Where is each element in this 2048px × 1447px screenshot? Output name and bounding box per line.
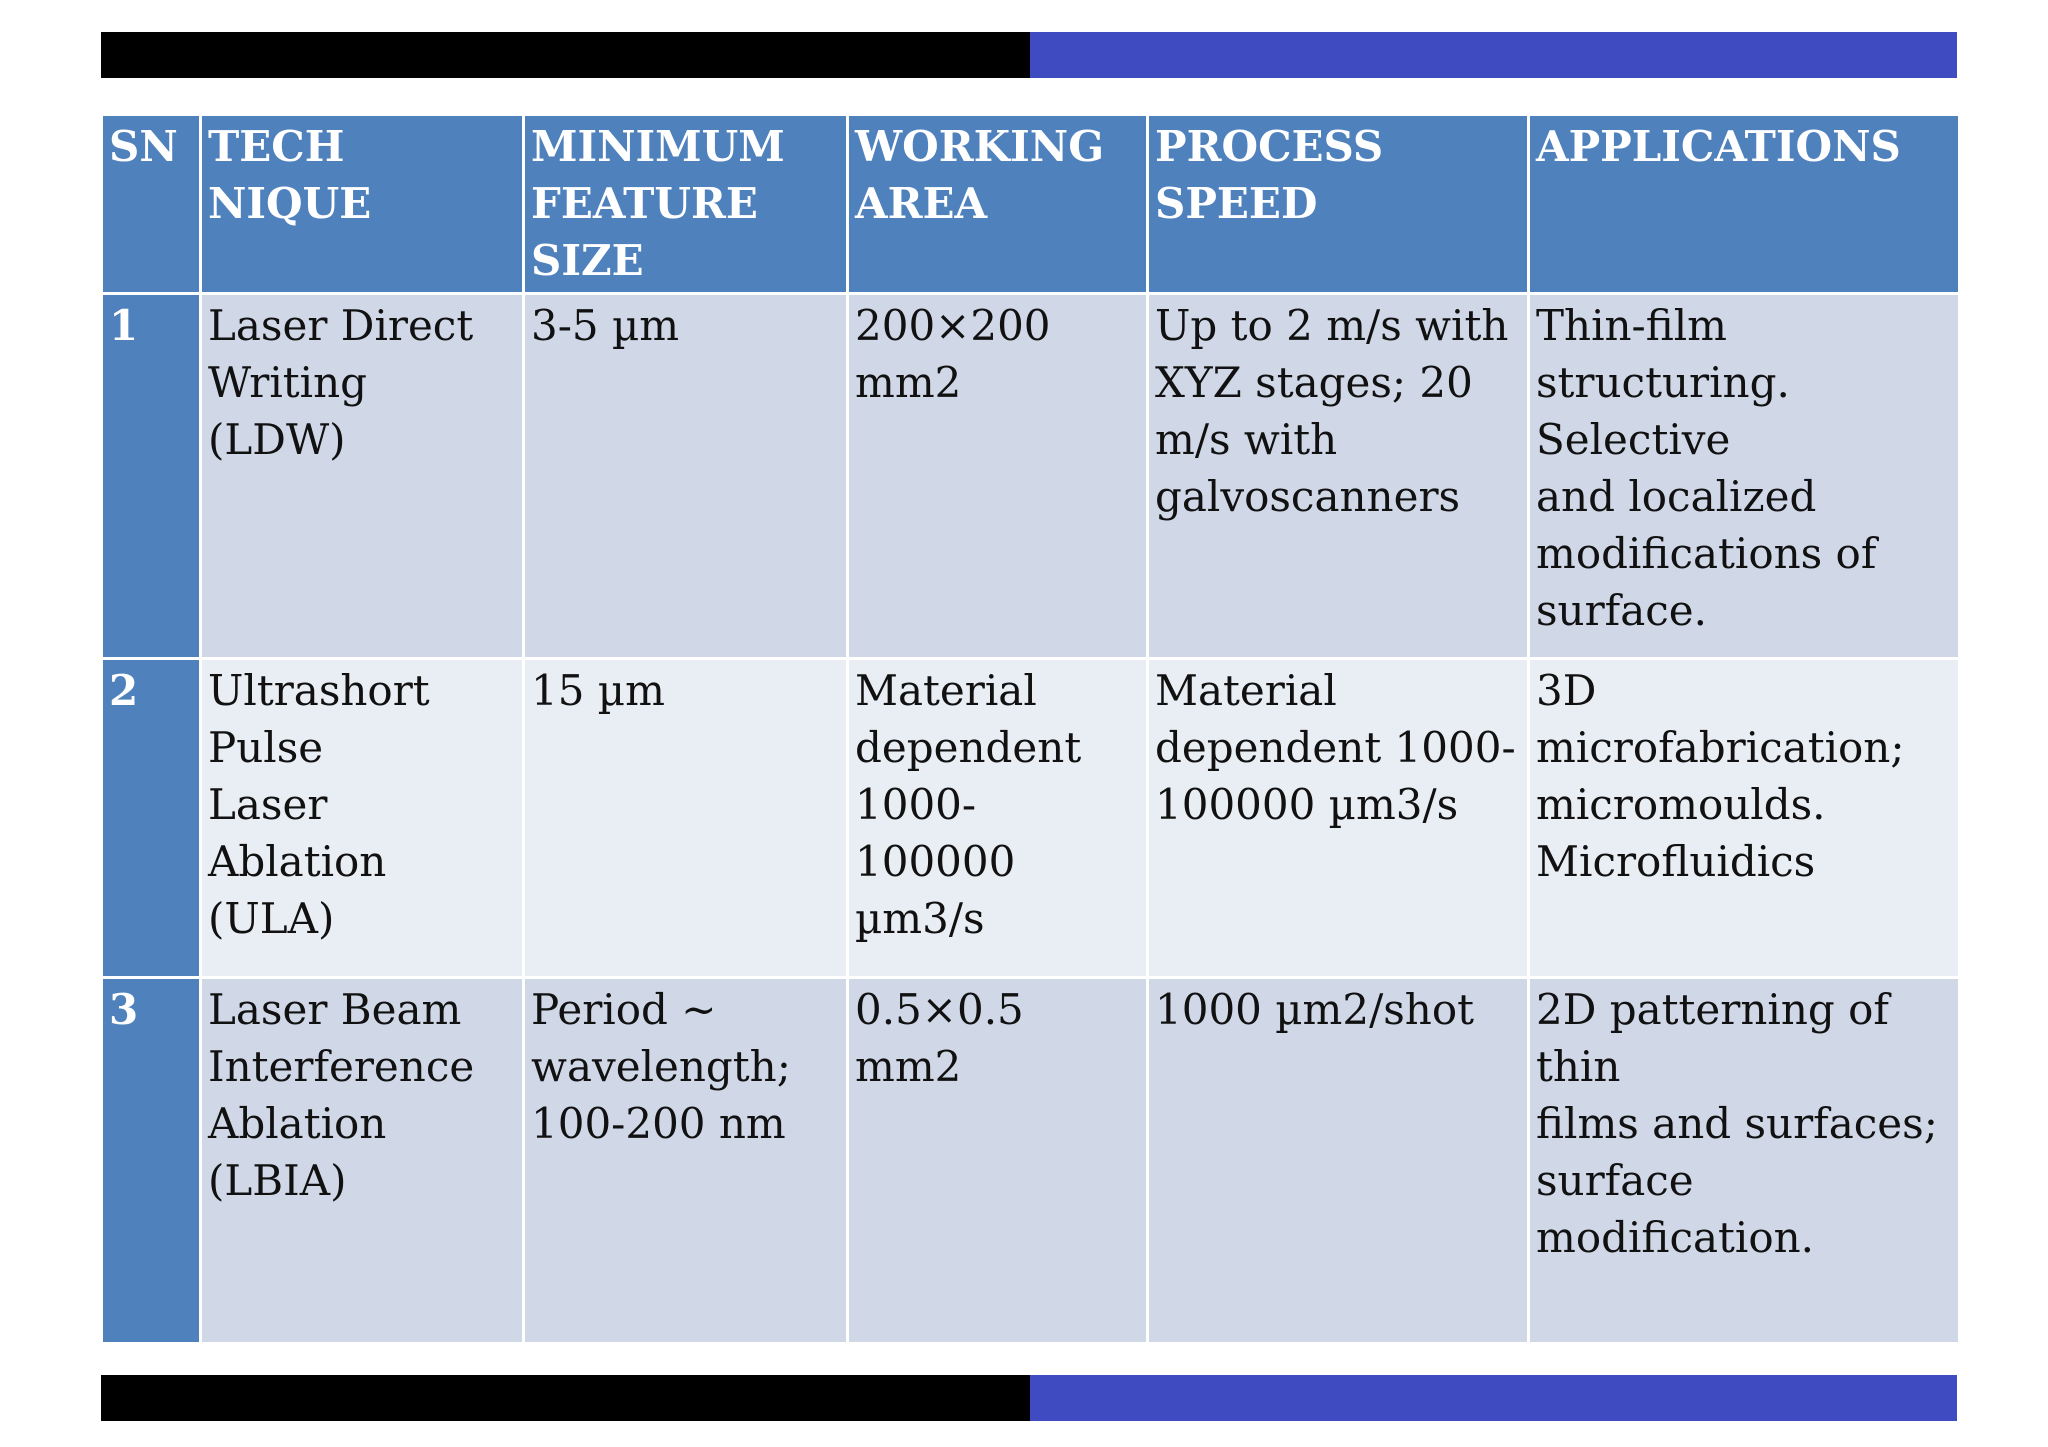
- sn-text: 2: [109, 666, 139, 715]
- cell-applications: [1529, 294, 1960, 659]
- table-row: [102, 978, 1960, 1344]
- cell-line: wavelength;: [531, 1042, 791, 1091]
- cell-line: micromoulds.: [1536, 780, 1826, 829]
- cell-working-area: [848, 294, 1148, 659]
- cell-line: Laser Beam: [208, 985, 462, 1034]
- cell-line: 3-5 µm: [531, 301, 680, 350]
- cell-line: Laser Ablation: [208, 780, 387, 886]
- cell-line: 100000 µm3/s: [1155, 780, 1459, 829]
- cell-line: Ultrashort: [208, 666, 430, 715]
- header-sn-text: SN: [109, 122, 178, 171]
- header-applications: [1529, 115, 1960, 294]
- cell-line: Period ~: [531, 985, 717, 1034]
- cell-sn: [102, 978, 201, 1344]
- sn-text: 3: [109, 985, 139, 1034]
- cell-technique: [201, 978, 524, 1344]
- cell-technique: [201, 659, 524, 978]
- cell-process-speed: [1148, 659, 1529, 978]
- cell-line: 1000-: [855, 780, 977, 829]
- cell-line: 100-200 nm: [531, 1099, 786, 1148]
- header-line: FEATURE: [531, 179, 758, 228]
- bottom-bar-black-segment: [101, 1375, 1030, 1421]
- cell-line: Laser Direct: [208, 301, 474, 350]
- cell-line: Writing (LDW): [208, 358, 368, 464]
- cell-line: Ablation: [208, 1099, 387, 1148]
- cell-line: Pulse: [208, 723, 324, 772]
- cell-working-area: [848, 978, 1148, 1344]
- cell-line: 15 µm: [531, 666, 665, 715]
- header-sn: [102, 115, 201, 294]
- cell-sn: [102, 659, 201, 978]
- cell-process-speed: [1148, 978, 1529, 1344]
- cell-process-speed: [1148, 294, 1529, 659]
- cell-line: 200×200: [855, 301, 1051, 350]
- cell-line: 1000 µm2/shot: [1155, 985, 1474, 1034]
- sn-text: 1: [109, 301, 139, 350]
- cell-line: (ULA): [208, 894, 335, 943]
- cell-min-feature: [524, 294, 848, 659]
- cell-line: Interference: [208, 1042, 475, 1091]
- cell-line: 100000 µm3/s: [855, 837, 1016, 943]
- cell-line: Up to 2 m/s with: [1155, 301, 1509, 350]
- cell-line: dependent: [855, 723, 1082, 772]
- header-line: AREA: [855, 179, 988, 228]
- top-bar-black-segment: [101, 32, 1030, 78]
- cell-line: 0.5×0.5 mm2: [855, 985, 1024, 1091]
- header-line: NIQUE: [208, 179, 372, 228]
- cell-line: and localized: [1536, 472, 1817, 521]
- cell-applications: [1529, 659, 1960, 978]
- cell-sn: [102, 294, 201, 659]
- cell-min-feature: [524, 659, 848, 978]
- header-line: PROCESS SPEED: [1155, 122, 1384, 228]
- cell-line: modification.: [1536, 1213, 1815, 1262]
- laser-techniques-table: [100, 113, 1961, 1345]
- cell-line: XYZ stages; 20: [1155, 358, 1473, 407]
- cell-line: modifications of: [1536, 529, 1877, 578]
- cell-line: 3D microfabrication;: [1536, 666, 1905, 772]
- top-bar-blue-segment: [1030, 32, 1957, 78]
- bottom-decor-bar: [101, 1375, 1957, 1421]
- cell-applications: [1529, 978, 1960, 1344]
- header-technique: [201, 115, 524, 294]
- cell-line: Microfluidics: [1536, 837, 1816, 886]
- cell-line: Thin-film: [1536, 301, 1728, 350]
- cell-line: surface: [1536, 1156, 1694, 1205]
- cell-line: Material: [855, 666, 1037, 715]
- table-header-row: [102, 115, 1960, 294]
- cell-min-feature: [524, 978, 848, 1344]
- cell-line: dependent 1000-: [1155, 723, 1516, 772]
- cell-line: m/s with: [1155, 415, 1338, 464]
- cell-working-area: [848, 659, 1148, 978]
- cell-line: films and surfaces;: [1536, 1099, 1938, 1148]
- header-line: SIZE: [531, 236, 644, 285]
- header-line: TECH: [208, 122, 345, 171]
- header-process-speed: [1148, 115, 1529, 294]
- header-working-area: [848, 115, 1148, 294]
- top-decor-bar: [101, 32, 1957, 78]
- cell-technique: [201, 294, 524, 659]
- header-line: WORKING: [855, 122, 1105, 171]
- cell-line: surface.: [1536, 586, 1707, 635]
- cell-line: 2D patterning of thin: [1536, 985, 1889, 1091]
- bottom-bar-blue-segment: [1030, 1375, 1957, 1421]
- header-line: APPLICATIONS: [1536, 122, 1901, 171]
- header-line: MINIMUM: [531, 122, 785, 171]
- cell-line: (LBIA): [208, 1156, 347, 1205]
- table-row: [102, 659, 1960, 978]
- cell-line: structuring. Selective: [1536, 358, 1790, 464]
- cell-line: Material: [1155, 666, 1337, 715]
- cell-line: mm2: [855, 358, 962, 407]
- table-row: [102, 294, 1960, 659]
- cell-line: galvoscanners: [1155, 472, 1461, 521]
- header-min-feature: [524, 115, 848, 294]
